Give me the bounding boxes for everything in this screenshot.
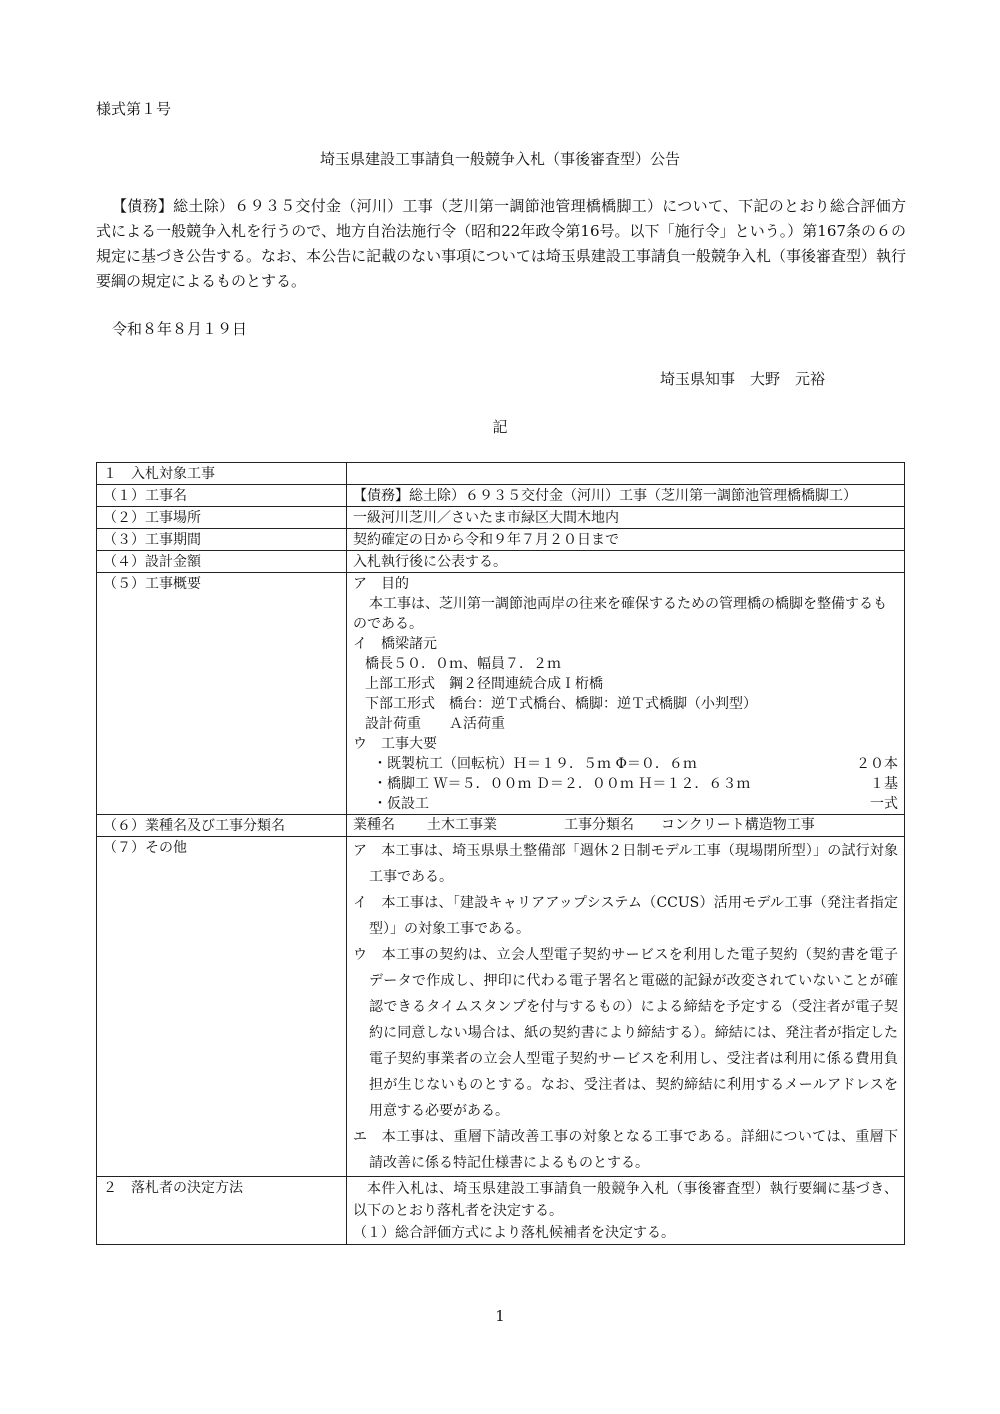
table-row [97,463,905,485]
construction-name-label: （１）工事名 [97,485,347,507]
place-label: （２）工事場所 [97,507,347,529]
other-item: イ 本工事は、「建設キャリアアップシステム（CCUS）活用モデル工事（発注者指定型）」の対象工事である。 [353,895,898,937]
table-row [97,551,905,573]
period-label: （３）工事期間 [97,529,347,551]
other-item: エ 本工事は、重層下請改善工事の対象となる工事である。詳細については、重層下請改善に係る特記仕様書によるものとする。 [353,1129,898,1171]
notice-table [96,462,905,1245]
section2-subitem: （１）総合評価方式により落札候補者を決定する。 [353,1225,675,1241]
industry-type-value: 土木工事業 [427,817,497,833]
work-class-label: 工事分類名 [564,817,634,833]
overview-i-heading: イ 橋梁諸元 [353,636,437,652]
section1-label: １ 入札対象工事 [97,463,347,485]
work-item-qty: １基 [870,776,898,792]
spec-line: 設計荷重 Ａ活荷重 [365,716,505,732]
category-value [347,815,905,837]
issuer-name: 埼玉県知事 大野 元裕 [660,370,826,388]
other-item: ア 本工事は、埼玉県県土整備部「週休２日制モデル工事（現場閉所型）」の試行対象工事である。 [353,843,898,885]
work-item-qty: ２０本 [856,756,898,772]
other-item: ウ 本工事の契約は、立会人型電子契約サービスを利用した電子契約（契約書を電子データで作成し、押印に代わる電子署名と電磁的記録が改変されていないことが確認できるタイムスタンプを付与するもの）による締結を予定する（受注者が電子契約に同意しない場合は、紙の契約書により締結する）。締結には、発注者が指定した電子契約事業者の立会人型電子契約サービスを利用し、受注者は利用に係る費用負担が生じないものとする。なお、受注者は、契約締結に利用するメールアドレスを用意する必要がある。 [353,947,898,1119]
work-item-text: ・既製杭工（回転杭）Ｈ＝１９．５ｍ Φ＝０．６ｍ [373,756,697,772]
section1-value [347,463,905,485]
overview-label: （５）工事概要 [97,573,347,815]
table-row [97,507,905,529]
amount-value: 入札執行後に公表する。 [347,551,905,573]
table-row [97,485,905,507]
notice-title: 埼玉県建設工事請負一般競争入札（事後審査型）公告 [319,150,680,168]
work-class-value: コンクリート構造物工事 [661,817,815,833]
work-item-text: ・橋脚工 Ｗ＝５．００ｍ Ｄ＝２．００ｍ Ｈ＝１２．６３ｍ [373,776,751,792]
notice-date: 令和８年８月１９日 [112,320,248,338]
work-item-text: ・仮設工 [373,796,429,812]
overview-u-heading: ウ 工事大要 [353,736,437,752]
work-item [353,774,898,794]
overview-a-text: 本工事は、芝川第一調節池両岸の往来を確保するための管理橋の橋脚を整備するものである。 [353,596,887,632]
construction-name-value: 【債務】総土除）６９３５交付金（河川）工事（芝川第一調節池管理橋橋脚工） [347,485,905,507]
period-value: 契約確定の日から令和９年７月２０日まで [347,529,905,551]
section2-value [347,1177,905,1245]
spec-line: 下部工形式 橋台：逆Ｔ式橋台、橋脚：逆Ｔ式橋脚（小判型） [365,696,757,712]
work-item-qty: 一式 [870,796,898,812]
other-value [347,837,905,1177]
work-item [353,754,898,774]
place-value: 一級河川芝川／さいたま市緑区大間木地内 [347,507,905,529]
page-number: 1 [495,1307,505,1325]
table-row [97,573,905,815]
ki-heading: 記 [492,418,508,436]
other-label: （７）その他 [97,837,347,1177]
form-number: 様式第１号 [96,100,172,118]
spec-line: 上部工形式 鋼２径間連続合成Ｉ桁橋 [365,676,603,692]
section2-text: 本件入札は、埼玉県建設工事請負一般競争入札（事後審査型）執行要綱に基づき、以下のとおり落札者を決定する。 [353,1181,898,1219]
category-label: （６）業種名及び工事分類名 [97,815,347,837]
section2-label: ２ 落札者の決定方法 [97,1177,347,1245]
spec-line: 橋長５０．０ｍ、幅員７．２ｍ [365,656,561,672]
work-item [353,794,898,814]
intro-paragraph: 【債務】総土除）６９３５交付金（河川）工事（芝川第一調節池管理橋橋脚工）について、下記のとおり総合評価方式による一般競争入札を行うので、地方自治法施行令（昭和22年政令第16号。以下「施行令」という。）第167条の６の規定に基づき公告する。なお、本公告に記載のない事項については埼玉県建設工事請負一般競争入札（事後審査型）執行要綱の規定によるものとする。 [96,197,906,290]
amount-label: （４）設計金額 [97,551,347,573]
industry-type-label: 業種名 [353,817,395,833]
overview-a-heading: ア 目的 [353,576,409,592]
table-row [97,815,905,837]
category-inner-table [347,815,904,835]
table-row [97,529,905,551]
overview-value [347,573,905,815]
table-row [97,837,905,1177]
table-row [97,1177,905,1245]
